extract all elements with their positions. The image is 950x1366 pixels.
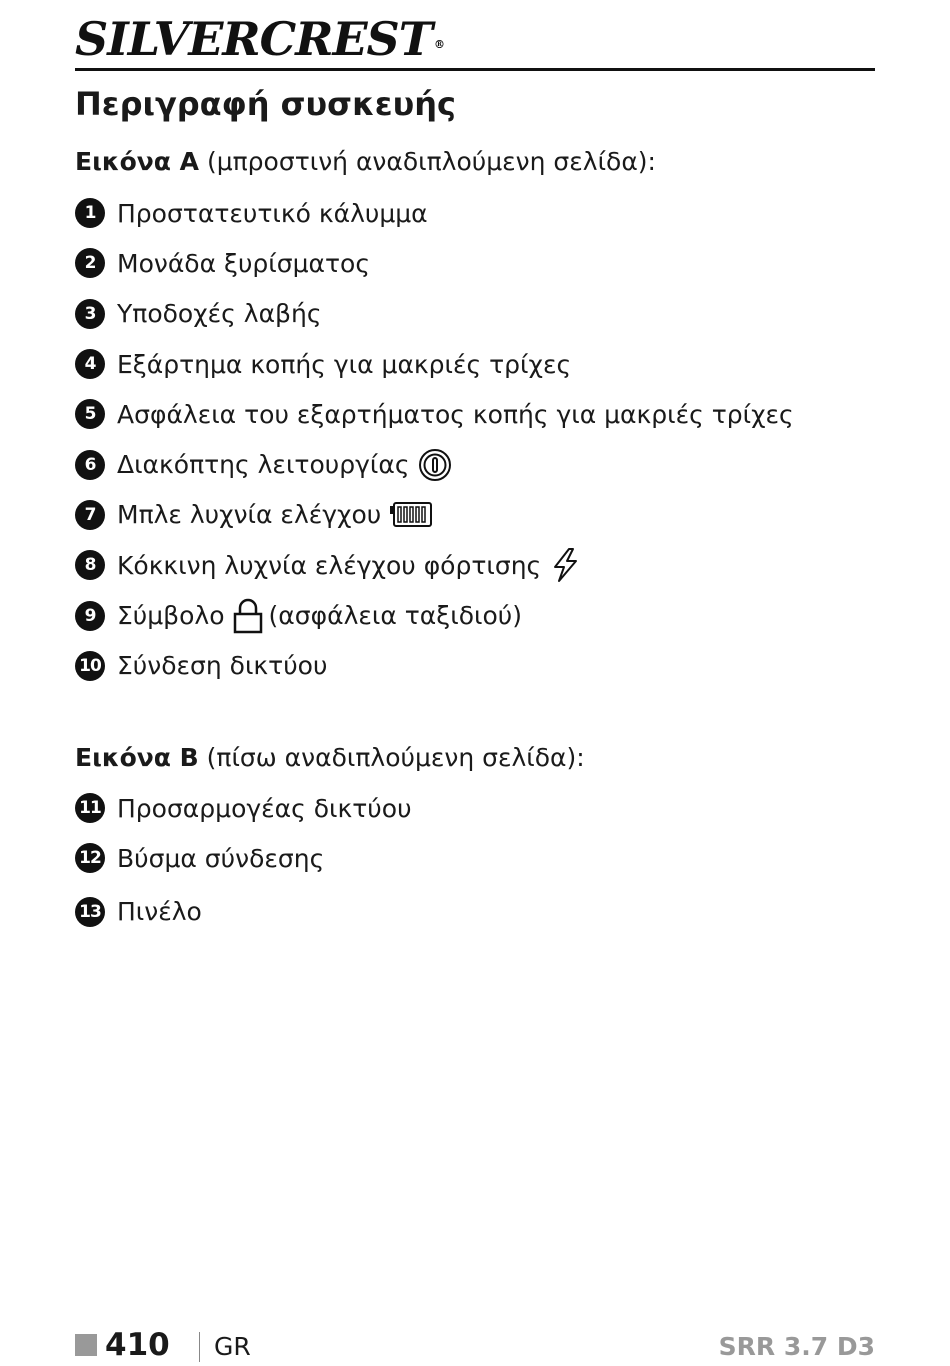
list-item — [75, 540, 794, 590]
page-marker — [75, 1334, 97, 1356]
item-label: Σύμβολο — [117, 601, 225, 631]
brand-logo — [75, 14, 444, 64]
item-label: Εξάρτημα κοπής για μακριές τρίχες — [117, 349, 572, 379]
item-suffix: (ασφάλεια ταξιδιού) — [268, 601, 522, 631]
item-label: Βύσμα σύνδεσης — [117, 843, 325, 873]
figure-a-label: Εικόνα A — [75, 147, 200, 176]
lightning-icon — [549, 547, 581, 583]
trademark-symbol: ® — [433, 38, 444, 51]
item-number: 11 — [75, 793, 105, 823]
item-label: Μονάδα ξυρίσματος — [117, 248, 371, 278]
item-number: 4 — [75, 349, 105, 379]
list-item — [75, 339, 794, 389]
footer-divider — [199, 1332, 200, 1362]
list-item — [75, 289, 794, 339]
figure-b-heading — [75, 741, 585, 775]
model-number: SRR 3.7 D3 — [718, 1332, 875, 1361]
padlock-icon — [233, 598, 263, 634]
item-label: Μπλε λυχνία ελέγχου — [117, 500, 382, 530]
list-item — [75, 389, 794, 439]
item-number: 8 — [75, 550, 105, 580]
item-label: Προσαρμογέας δικτύου — [117, 793, 412, 823]
figure-b-caption: (πίσω αναδιπλούμενη σελίδα): — [206, 743, 585, 772]
figure-b-parts-list — [75, 783, 412, 940]
page-title: Περιγραφή συσκευής — [75, 85, 456, 123]
header-rule — [75, 68, 875, 71]
figure-a-caption: (μπροστινή αναδιπλούμενη σελίδα): — [206, 147, 656, 176]
list-item — [75, 188, 794, 238]
language-code: GR — [214, 1332, 251, 1361]
item-number: 3 — [75, 299, 105, 329]
figure-a-heading — [75, 145, 656, 179]
item-number: 10 — [75, 651, 105, 681]
list-item — [75, 590, 794, 640]
figure-a-parts-list — [75, 188, 794, 691]
item-number: 5 — [75, 399, 105, 429]
item-number: 12 — [75, 843, 105, 873]
list-item — [75, 884, 412, 940]
list-item — [75, 641, 794, 691]
list-item — [75, 783, 412, 833]
page-footer — [0, 1326, 950, 1366]
list-item — [75, 833, 412, 883]
item-number: 9 — [75, 601, 105, 631]
list-item — [75, 238, 794, 288]
item-number: 7 — [75, 500, 105, 530]
item-label: Σύνδεση δικτύου — [117, 651, 328, 681]
power-button-icon — [418, 448, 452, 482]
list-item — [75, 490, 794, 540]
item-number: 6 — [75, 450, 105, 480]
item-label: Διακόπτης λειτουργίας — [117, 450, 410, 480]
item-number: 13 — [75, 897, 105, 927]
item-label: Ασφάλεια του εξαρτήματος κοπής για μακριές τρίχες — [117, 399, 794, 429]
page-number: 410 — [105, 1327, 170, 1363]
item-number: 1 — [75, 198, 105, 228]
item-label: Προστατευτικό κάλυμμα — [117, 198, 428, 228]
item-label: Υποδοχές λαβής — [117, 299, 322, 329]
item-number: 2 — [75, 248, 105, 278]
item-label: Κόκκινη λυχνία ελέγχου φόρτισης — [117, 550, 542, 580]
battery-indicator-icon — [389, 502, 433, 528]
item-label: Πινέλο — [117, 897, 202, 927]
brand-name: SILVERCREST — [75, 12, 432, 66]
figure-b-label: Εικόνα B — [75, 743, 199, 772]
list-item — [75, 439, 794, 489]
